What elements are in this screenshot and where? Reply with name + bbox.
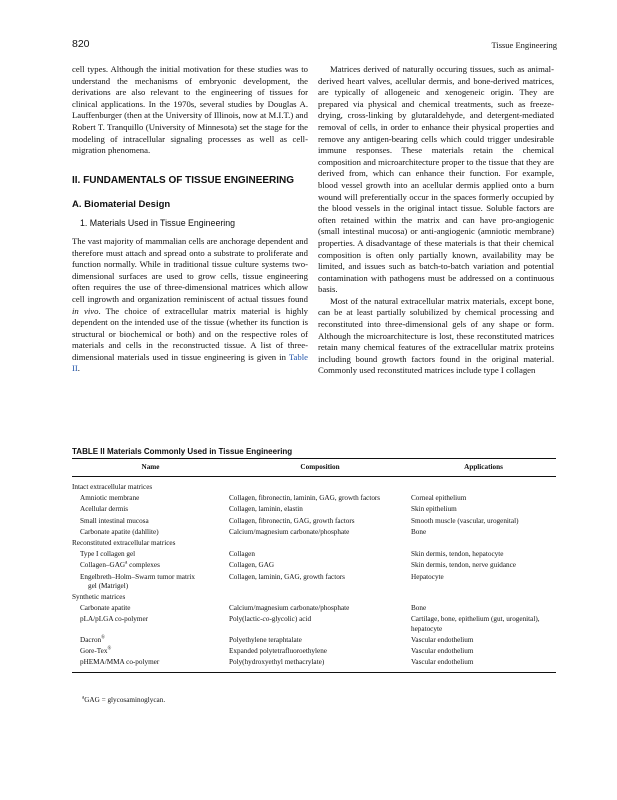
cell-composition: Collagen, fibronectin, GAG, growth factors <box>229 516 355 525</box>
cell-applications <box>411 483 556 492</box>
cell-applications <box>411 593 556 602</box>
cell-name <box>72 494 229 503</box>
paragraph <box>72 236 308 375</box>
cell-name <box>72 528 229 537</box>
cell-applications: Vascular endothelium <box>411 658 474 667</box>
materials-table <box>72 458 556 673</box>
cell-name <box>72 604 229 613</box>
cell-applications: Smooth muscle (vascular, urogenital) <box>411 516 519 525</box>
right-column <box>318 64 554 377</box>
cell-name <box>72 539 229 548</box>
cell-composition-text: Poly(lactic- <box>229 615 263 624</box>
cell-composition: Collagen, laminin, GAG, growth factors <box>229 572 345 581</box>
left-column <box>72 64 308 375</box>
cell-applications: Bone <box>411 604 427 613</box>
cell-name-text: gel (Matrigel) <box>88 581 129 590</box>
table-header-row <box>72 459 556 476</box>
cell-applications: Skin dermis, tendon, hepatocyte <box>411 550 504 559</box>
footnote-text: GAG = glycosaminoglycan. <box>84 696 166 704</box>
cell-composition: Calcium/magnesium carbonate/phosphate <box>229 604 350 613</box>
cell-composition <box>229 483 411 492</box>
table-footnote <box>82 696 165 704</box>
cell-composition: Polyethylene teraphtalate <box>229 635 302 644</box>
cell-name-text: Type I collagen gel <box>80 550 136 559</box>
superscript: ® <box>107 646 112 652</box>
cell-applications: Bone <box>411 527 427 536</box>
cell-composition: Poly(hydroxyethyl methacrylate) <box>229 658 325 667</box>
paragraph: cell types. Although the initial motivation for these studies was to understand the mechanisms of embryonic development, the derivations are also relevant to the engineering of tissues for clinical applications. In the 1970s, several studies by Douglas A. Lauffenburger (then at the University of Illinois, now at M.I.T.) and Robert T. Tranquillo (University of Minnesota) set the stage for the modeling of intracellular signaling processes as well as cell-migration phenomena. <box>72 64 308 156</box>
cell-name-text: Intact extracellular matrices <box>72 483 153 491</box>
cell-applications: Skin dermis, tendon, nerve guidance <box>411 561 516 570</box>
paragraph: Matrices derived of naturally occuring tissues, such as animal-derived heart valves, acellular dermis, and bone-derived matrices, are typically of allogeneic and xenogeneic origin. They are prepared via physical and chemical treatments, such as freeze-drying, cross-linking by glutaraldehyde, and detergent-mediated removal of cells, in order to enhance their physical properties and remove any antigen-bearing cells which could trigger undesirable immune responses. These materials retain the chemical composition and microarchitecture proper to the tissue that they are derived from, which can enhance their function. For example, blood vessel growth into an acellular dermis applied onto a burn wound will preferentially occur in the spaces formerly occupied by the blood vessels in the original intact tissue. Soluble factors are often retained within the matrix and can have pro-angiogenic (small intestinal mucosa) or anti-angiogenic (amniotic membrane) properties. A disadvantage of these materials is that their chemical composition is often only partially known, availability may be limited, and issues such as batch-to-batch variation and potential contamination with pathogens must be addressed on a continuous basis. <box>318 64 554 295</box>
table-row <box>72 516 556 527</box>
paragraph-text: . <box>77 363 80 374</box>
cell-composition: Collagen, GAG <box>229 561 275 570</box>
cell-name <box>72 517 229 526</box>
table-row <box>72 646 556 657</box>
cell-composition: Calcium/magnesium carbonate/phosphate <box>229 527 350 536</box>
table-row <box>72 504 556 515</box>
paragraph-text: . The choice of extracellular matrix material is highly dependent on the intended use of the tissue (whether its function is structural or biochemical or both) and on the respective roles of materials and cells in the reconstructed tissue. A list of three-dimensional materials used in tissue engineering is given in <box>72 305 309 362</box>
page-number: 820 <box>72 38 90 50</box>
cell-name-text: pHEMA/MMA co-polymer <box>80 658 160 667</box>
table-bottom-rule <box>72 672 556 673</box>
cell-applications: Vascular endothelium <box>411 635 474 644</box>
column-header-applications: Applications <box>464 463 503 471</box>
section-heading: II. FUNDAMENTALS OF TISSUE ENGINEERING <box>72 174 295 186</box>
table-group-row <box>72 482 556 493</box>
cell-name-text: Engelbreth–Holm–Swarm tumor matrix <box>80 572 195 581</box>
table-row <box>72 657 556 668</box>
cell-applications: Skin epithelium <box>411 505 457 514</box>
table-row <box>72 603 556 614</box>
cell-name-text: Amniotic membrane <box>80 494 140 503</box>
cell-name <box>72 615 229 633</box>
cell-name <box>72 483 229 492</box>
cell-name-text: Reconstituted extracellular matrices <box>72 539 176 548</box>
footnote-marker: a <box>82 695 85 701</box>
cell-name-text: Synthetic matrices <box>72 593 126 602</box>
table-row <box>72 549 556 560</box>
cell-name-text: pLA/pLGA co-polymer <box>80 615 149 624</box>
cell-name-text: complexes <box>127 561 160 570</box>
cell-name-text: Gore-Tex <box>80 647 108 656</box>
table-group-row <box>72 592 556 603</box>
running-head: Tissue Engineering <box>491 40 557 50</box>
table-row <box>72 527 556 538</box>
cell-applications: Corneal epithelium <box>411 494 467 503</box>
cell-composition: Collagen, fibronectin, laminin, GAG, growth factors <box>229 494 381 503</box>
cell-name <box>72 658 229 667</box>
cell-name-text: Dacron <box>80 635 102 644</box>
cell-composition: Expanded polytetrafluoroethylene <box>229 647 327 656</box>
cell-applications: Hepatocyte <box>411 572 444 581</box>
table-row <box>72 560 556 571</box>
table-row <box>72 493 556 504</box>
cell-applications: Cartilage, bone, epithelium (gut, urogenital), hepatocyte <box>411 615 540 633</box>
cell-composition <box>229 615 411 633</box>
table-row <box>72 614 556 634</box>
superscript: ® <box>101 635 105 641</box>
cell-name-text: Small intestinal mucosa <box>80 516 149 525</box>
paragraph: Most of the natural extracellular matrix materials, except bone, can be at least partially solubilized by chemical processing and reconstituted into three-dimensional gels of any shape or form. Although the microarchitecture is lost, these reconstituted matrices retain many chemical features of the extracellular matrix proteins including bound growth factors found in the original material. Commonly used reconstituted matrices include type I collagen <box>318 295 554 376</box>
column-header-name: Name <box>141 463 160 471</box>
subsection-heading: A. Biomaterial Design <box>72 198 171 210</box>
italic-term: co <box>262 615 270 624</box>
table-title: TABLE II Materials Commonly Used in Tissue Engineering <box>72 447 293 456</box>
column-header-composition: Composition <box>300 463 340 471</box>
superscript: a <box>125 561 128 567</box>
cell-composition-text: -glycolic) acid <box>269 615 312 624</box>
paragraph-text: The vast majority of mammalian cells are anchorage dependent and therefore must attach and spread onto a substrate to proliferate and function normally. While in traditional tissue culture systems two-dimensional surfaces are used to grow cells, tissue engineering often requires the use of three-dimensional matrices which allow cell ingrowth and organization reminiscent of actual tissues found <box>72 235 308 304</box>
cell-composition: Collagen <box>229 550 255 559</box>
cell-name-text: Collagen–GAG <box>80 561 126 570</box>
cell-name-text: Carbonate apatite <box>80 604 131 613</box>
cell-applications: Vascular endothelium <box>411 647 474 656</box>
table-row <box>72 572 556 592</box>
table-ii-link[interactable]: Table II <box>72 351 308 374</box>
cell-name <box>72 505 229 514</box>
table-row <box>72 635 556 646</box>
cell-name <box>72 647 229 656</box>
cell-composition <box>229 539 411 548</box>
cell-composition <box>229 593 411 602</box>
subsubsection-heading: 1. Materials Used in Tissue Engineering <box>80 218 236 229</box>
cell-name-text: Acellular dermis <box>80 505 129 514</box>
cell-applications <box>411 539 556 548</box>
cell-name-text: Carbonate apatite (dahllite) <box>80 527 159 536</box>
italic-term: in vivo <box>72 305 99 316</box>
cell-name <box>72 561 229 570</box>
table-body <box>72 477 556 672</box>
cell-name <box>72 593 229 602</box>
cell-composition: Collagen, laminin, elastin <box>229 505 303 514</box>
cell-name <box>72 550 229 559</box>
table-group-row <box>72 538 556 549</box>
cell-name <box>72 573 229 591</box>
cell-name <box>72 636 229 645</box>
